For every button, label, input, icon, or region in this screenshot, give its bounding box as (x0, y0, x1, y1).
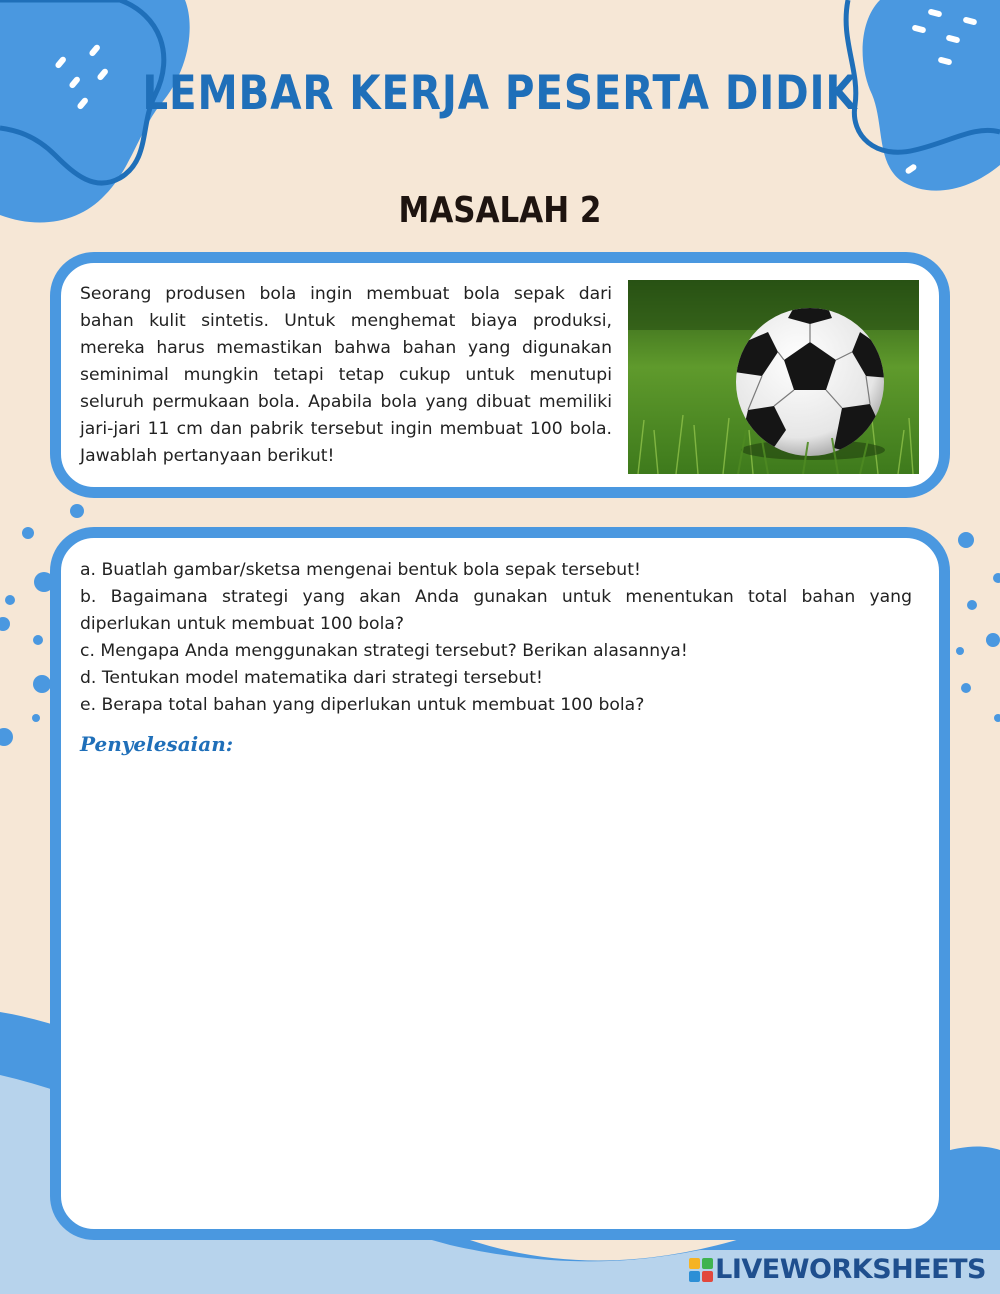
answer-label: Penyelesaian: (80, 732, 234, 756)
liveworksheets-brand[interactable] (689, 1254, 986, 1285)
brand-text: LIVEWORKSHEETS (715, 1254, 986, 1285)
question-b: b. Bagaimana strategi yang akan Anda gunakan untuk menentukan total bahan yang diperlukan untuk membuat 100 bola? (80, 587, 912, 634)
worksheet-title: LEMBAR KERJA PESERTA DIDIK (142, 66, 858, 121)
question-e: e. Berapa total bahan yang diperlukan untuk membuat 100 bola? (80, 695, 645, 715)
question-list (80, 557, 912, 719)
problem-heading: MASALAH 2 (398, 190, 602, 231)
problem-card (50, 252, 950, 498)
question-c: c. Mengapa Anda menggunakan strategi tersebut? Berikan alasannya! (80, 641, 688, 661)
liveworksheets-logo-icon (689, 1258, 713, 1282)
problem-statement: Seorang produsen bola ingin membuat bola sepak dari bahan kulit sintetis. Untuk menghemat biaya produksi, mereka harus memastikan bahwa bahan yang digunakan seminimal mungkin tetapi tetap cukup untuk menutupi seluruh permukaan bola. Apabila bola yang dibuat memiliki jari-jari 11 cm dan pabrik tersebut ingin membuat 100 bola. Jawablah pertanyaan berikut! (80, 284, 612, 466)
question-d: d. Tentukan model matematika dari strategi tersebut! (80, 668, 543, 688)
questions-card (50, 527, 950, 1240)
soccer-ball-icon (628, 280, 919, 474)
question-a: a. Buatlah gambar/sketsa mengenai bentuk bola sepak tersebut! (80, 560, 641, 580)
